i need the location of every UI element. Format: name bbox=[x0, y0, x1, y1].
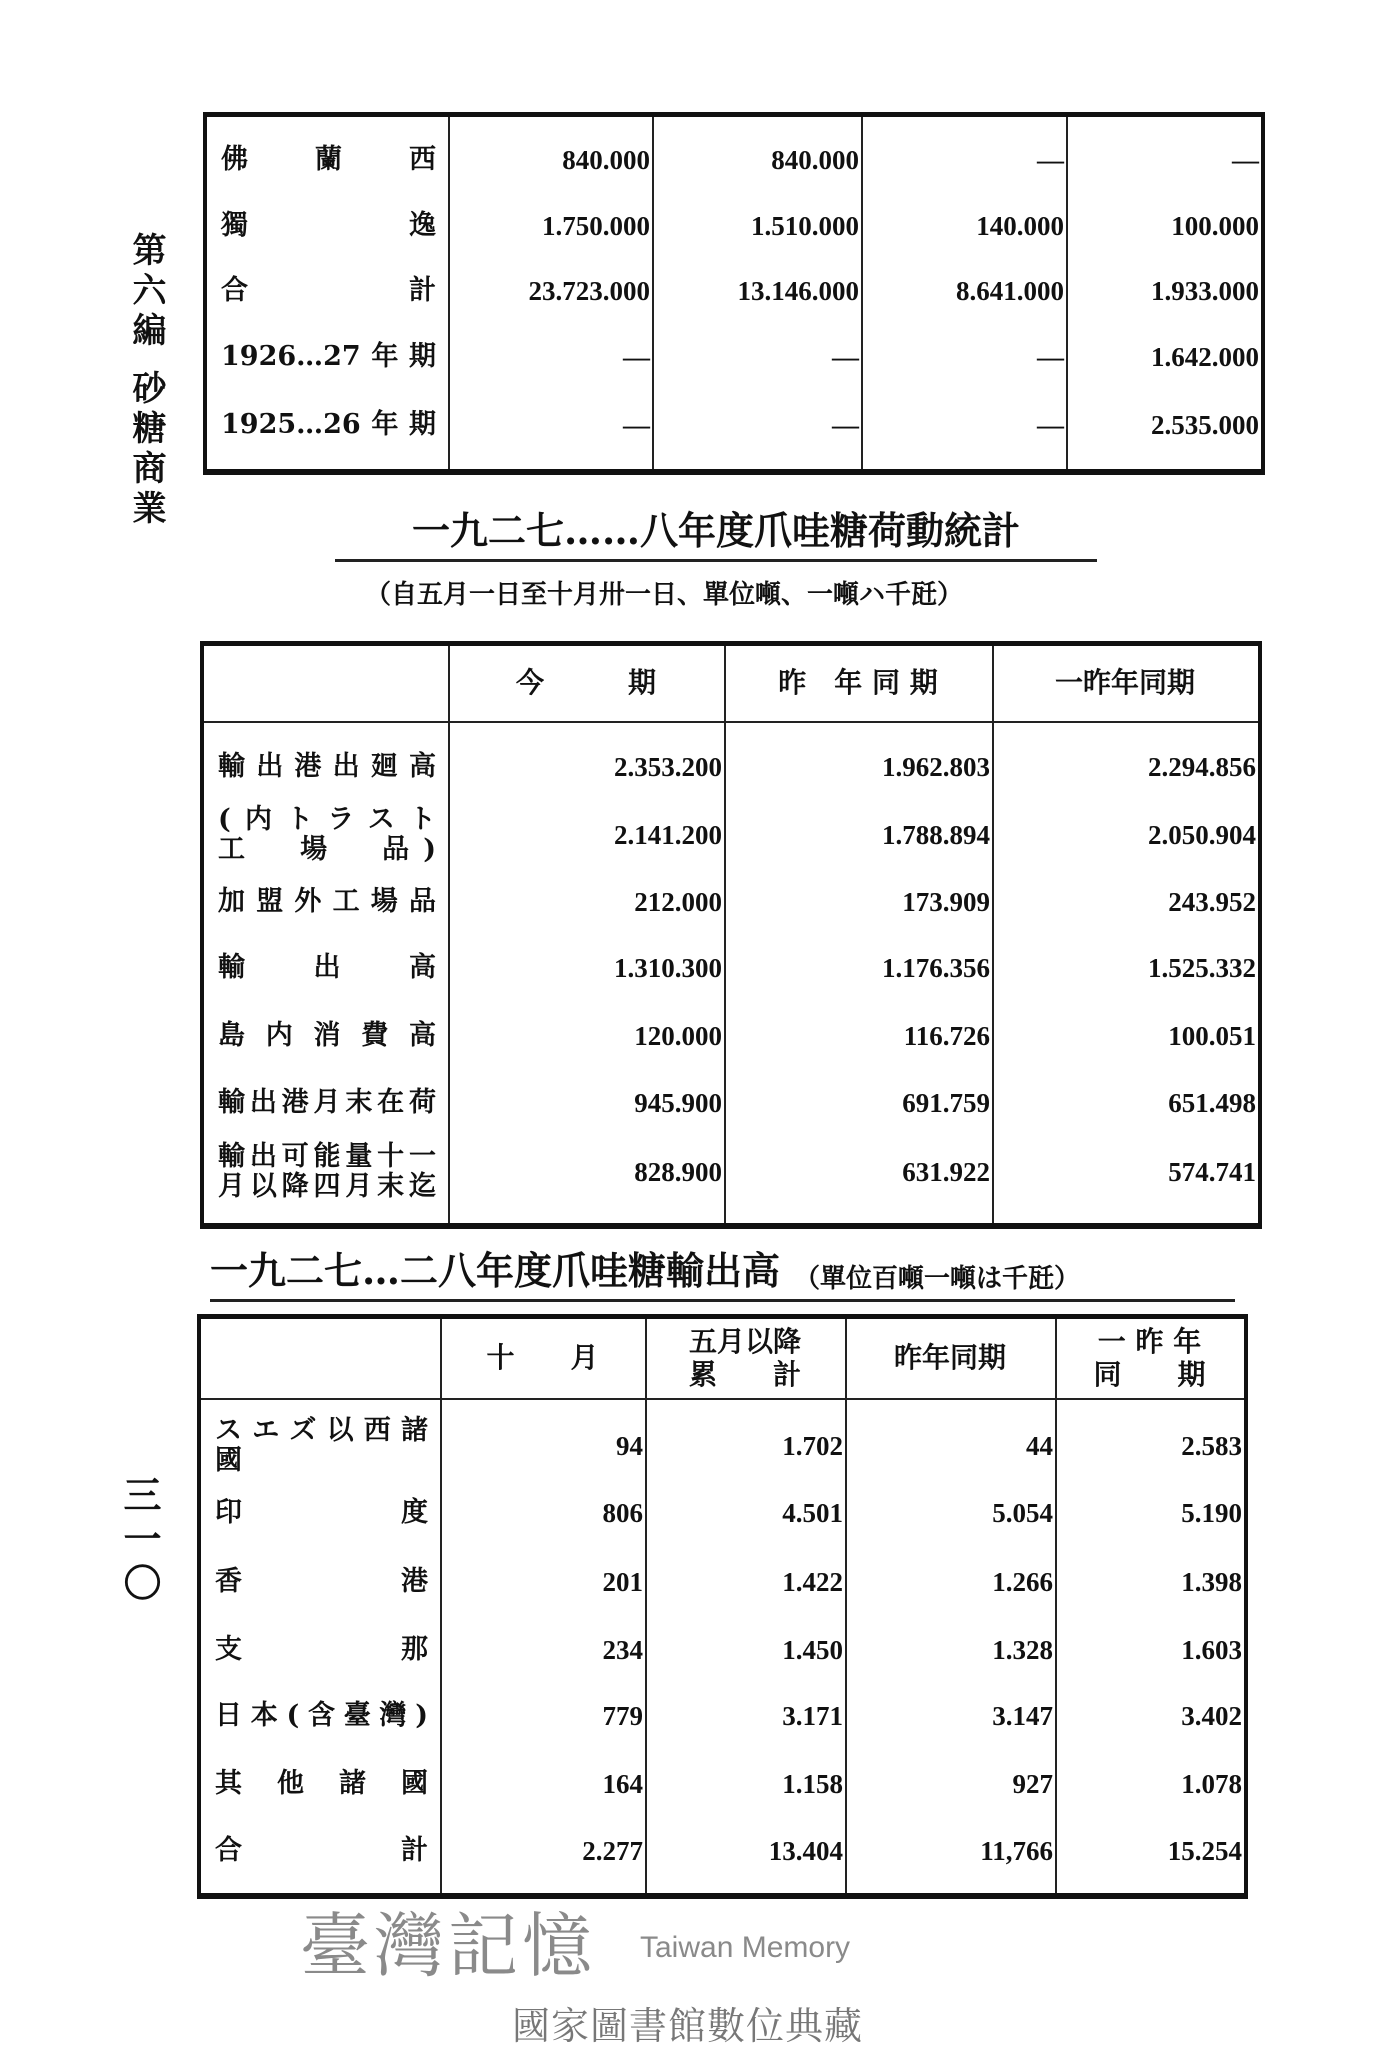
table-cell: 631.922 bbox=[902, 1156, 990, 1187]
row-label bbox=[215, 1752, 428, 1816]
table-row bbox=[207, 196, 1261, 256]
side-chapter-header: 第六編 砂糖商業 bbox=[126, 232, 166, 530]
table-cell: 1.450 bbox=[782, 1634, 843, 1665]
table-cell: 1.603 bbox=[1181, 1634, 1242, 1665]
table-row bbox=[204, 803, 1258, 867]
column-divider bbox=[448, 646, 450, 1223]
table-cell: — bbox=[1037, 341, 1064, 372]
table-row bbox=[207, 395, 1261, 455]
header-divider bbox=[201, 1398, 1244, 1400]
row-label-text: 佛蘭西 bbox=[221, 144, 436, 176]
table-cell: 1.702 bbox=[782, 1430, 843, 1461]
table-cell: 1.398 bbox=[1181, 1566, 1242, 1597]
row-label bbox=[218, 1071, 436, 1135]
row-label-text: 輸出港月末在荷 bbox=[218, 1087, 436, 1119]
row-label-text: 其他諸國 bbox=[215, 1768, 428, 1800]
header-divider bbox=[204, 721, 1258, 723]
table-cell: 1.525.332 bbox=[1148, 952, 1256, 983]
table-cell: 5.054 bbox=[992, 1497, 1053, 1528]
table-cell: 927 bbox=[1012, 1768, 1053, 1799]
column-header: 昨 年 同 期 bbox=[778, 666, 938, 700]
table-cell: — bbox=[832, 409, 859, 440]
row-label-text: 1925…26年期 bbox=[221, 409, 436, 441]
table-cell: 44 bbox=[1026, 1430, 1053, 1461]
table-cell: 11,766 bbox=[980, 1835, 1053, 1866]
column-header: 一昨年同期 bbox=[1054, 666, 1195, 700]
row-label bbox=[218, 936, 436, 1000]
row-label-text: 合計 bbox=[215, 1835, 428, 1867]
row-label bbox=[218, 1140, 436, 1204]
table-cell: 173.909 bbox=[902, 886, 990, 917]
table-row bbox=[201, 1684, 1244, 1748]
table-cell: 779 bbox=[602, 1700, 643, 1731]
section2-title: 一九二七……八年度爪哇糖荷動統計 bbox=[335, 500, 1097, 562]
table-cell: 840.000 bbox=[562, 144, 650, 175]
table-row bbox=[204, 1140, 1258, 1204]
table-cell: 94 bbox=[616, 1430, 643, 1461]
table-cell: 2.535.000 bbox=[1151, 409, 1259, 440]
table-cell: 13.146.000 bbox=[737, 275, 859, 306]
row-label-text: 香港 bbox=[215, 1566, 428, 1598]
table-cell: 2.583 bbox=[1181, 1430, 1242, 1461]
row-label bbox=[221, 130, 436, 190]
page-number: 三一〇 bbox=[117, 1475, 162, 1607]
table-cell: 2.141.200 bbox=[614, 819, 722, 850]
table-cell: — bbox=[832, 341, 859, 372]
table-row bbox=[204, 1004, 1258, 1068]
table-cell: 1.750.000 bbox=[542, 210, 650, 241]
column-header: 昨年同期 bbox=[893, 1341, 1006, 1375]
column-header: 十 月 bbox=[486, 1341, 599, 1375]
footer-archive-credit: 國家圖書館數位典藏 bbox=[512, 2004, 864, 2048]
table-cell: 100.000 bbox=[1171, 210, 1259, 241]
table-cell: — bbox=[1232, 144, 1259, 175]
watermark-chinese: 臺灣記憶 bbox=[300, 1905, 596, 1987]
table-cell: — bbox=[1037, 409, 1064, 440]
table-cell: 1.328 bbox=[992, 1634, 1053, 1665]
section3-unit: （單位百噸一噸は千瓩） bbox=[794, 1264, 1081, 1294]
column-divider bbox=[992, 646, 994, 1223]
table-cell: 574.741 bbox=[1168, 1156, 1256, 1187]
table-cell: 243.952 bbox=[1168, 886, 1256, 917]
table-cell: 3.402 bbox=[1181, 1700, 1242, 1731]
table-cell: — bbox=[623, 409, 650, 440]
table-cell: 691.759 bbox=[902, 1087, 990, 1118]
row-label-text: 輸出高 bbox=[218, 952, 436, 984]
row-label bbox=[218, 870, 436, 934]
table-cell: 1.078 bbox=[1181, 1768, 1242, 1799]
table-cell: 1.933.000 bbox=[1151, 275, 1259, 306]
table-cell: 1.158 bbox=[782, 1768, 843, 1799]
table-row bbox=[204, 870, 1258, 934]
table-cell: — bbox=[623, 341, 650, 372]
row-label-text: 印度 bbox=[215, 1497, 428, 1529]
row-label-text: (内トラスト 工 場 品) bbox=[218, 804, 436, 865]
table-cell: 806 bbox=[602, 1497, 643, 1528]
table-cell: 1.310.300 bbox=[614, 952, 722, 983]
table-cell: 840.000 bbox=[771, 144, 859, 175]
row-label bbox=[215, 1550, 428, 1614]
row-label bbox=[218, 735, 436, 799]
watermark-english: Taiwan Memory bbox=[640, 1931, 851, 1964]
table-java-sugar-movement bbox=[200, 641, 1262, 1229]
table-cell: 1.266 bbox=[992, 1566, 1053, 1597]
row-label-text: 1926…27年期 bbox=[221, 341, 436, 373]
table-row bbox=[204, 735, 1258, 799]
table-cell: 140.000 bbox=[976, 210, 1064, 241]
table-cell: 5.190 bbox=[1181, 1497, 1242, 1528]
table-cell: 1.642.000 bbox=[1151, 341, 1259, 372]
table-cell: 164 bbox=[602, 1768, 643, 1799]
table-row bbox=[201, 1414, 1244, 1478]
table-row bbox=[201, 1618, 1244, 1682]
row-label bbox=[215, 1481, 428, 1545]
table-cell: 234 bbox=[602, 1634, 643, 1665]
table-cell: 945.900 bbox=[634, 1087, 722, 1118]
row-label bbox=[221, 327, 436, 387]
header-row bbox=[201, 1319, 1244, 1398]
header-row bbox=[204, 646, 1258, 721]
row-label bbox=[218, 1004, 436, 1068]
table-cell: 1.422 bbox=[782, 1566, 843, 1597]
table-row bbox=[204, 1071, 1258, 1135]
section3-title: 一九二七…二八年度爪哇糖輸出高 bbox=[210, 1248, 781, 1293]
section2-subtitle: （自五月一日至十月卅一日、單位噸、一噸ハ千瓩） bbox=[365, 580, 964, 610]
table-row bbox=[201, 1550, 1244, 1614]
row-label bbox=[221, 196, 436, 256]
table-cell: 828.900 bbox=[634, 1156, 722, 1187]
column-header: 今 期 bbox=[515, 666, 656, 700]
table-cell: 15.254 bbox=[1167, 1835, 1242, 1866]
column-divider bbox=[724, 646, 726, 1223]
table-row bbox=[201, 1752, 1244, 1816]
table-cell: 2.353.200 bbox=[614, 751, 722, 782]
table-row bbox=[207, 327, 1261, 387]
table-cell: 13.404 bbox=[768, 1835, 843, 1866]
table-cell: 212.000 bbox=[634, 886, 722, 917]
row-label bbox=[215, 1684, 428, 1748]
section3-heading bbox=[210, 1240, 1235, 1302]
table-cell: — bbox=[1037, 144, 1064, 175]
row-label-text: 支那 bbox=[215, 1634, 428, 1666]
column-header: 一 昨 年 同 期 bbox=[1093, 1325, 1206, 1391]
row-label-text: 島内消費高 bbox=[218, 1020, 436, 1052]
row-label-text: 獨逸 bbox=[221, 210, 436, 242]
row-label bbox=[215, 1414, 428, 1478]
table-row bbox=[207, 130, 1261, 190]
table-cell: 8.641.000 bbox=[956, 275, 1064, 306]
table-cell: 4.501 bbox=[782, 1497, 843, 1528]
column-header: 五月以降 累 計 bbox=[688, 1325, 801, 1391]
row-label bbox=[215, 1618, 428, 1682]
row-label-text: 加盟外工場品 bbox=[218, 886, 436, 918]
table-row bbox=[207, 261, 1261, 321]
table-country-summary bbox=[203, 112, 1265, 475]
table-java-sugar-exports bbox=[197, 1314, 1248, 1899]
table-cell: 201 bbox=[602, 1566, 643, 1597]
table-cell: 116.726 bbox=[903, 1020, 990, 1051]
row-label-text: 輸出可能量十一 月以降四月末迄 bbox=[218, 1141, 436, 1202]
table-cell: 1.788.894 bbox=[882, 819, 990, 850]
table-cell: 1.962.803 bbox=[882, 751, 990, 782]
row-label bbox=[218, 803, 436, 867]
table-cell: 651.498 bbox=[1168, 1087, 1256, 1118]
table-cell: 1.510.000 bbox=[751, 210, 859, 241]
table-cell: 120.000 bbox=[634, 1020, 722, 1051]
table-cell: 2.294.856 bbox=[1148, 751, 1256, 782]
row-label-text: 合計 bbox=[221, 275, 436, 307]
table-cell: 3.171 bbox=[782, 1700, 843, 1731]
table-row bbox=[201, 1819, 1244, 1883]
row-label bbox=[215, 1819, 428, 1883]
table-cell: 2.050.904 bbox=[1148, 819, 1256, 850]
table-cell: 1.176.356 bbox=[882, 952, 990, 983]
row-label-text: 日本(含臺灣) bbox=[215, 1700, 428, 1732]
table-cell: 3.147 bbox=[992, 1700, 1053, 1731]
table-row bbox=[204, 936, 1258, 1000]
row-label bbox=[221, 261, 436, 321]
table-row bbox=[201, 1481, 1244, 1545]
table-cell: 100.051 bbox=[1168, 1020, 1256, 1051]
row-label-text: スエズ以西諸 國 bbox=[215, 1415, 428, 1476]
table-cell: 23.723.000 bbox=[528, 275, 650, 306]
row-label bbox=[221, 395, 436, 455]
row-label-text: 輸出港出廻高 bbox=[218, 751, 436, 783]
table-cell: 2.277 bbox=[582, 1835, 643, 1866]
